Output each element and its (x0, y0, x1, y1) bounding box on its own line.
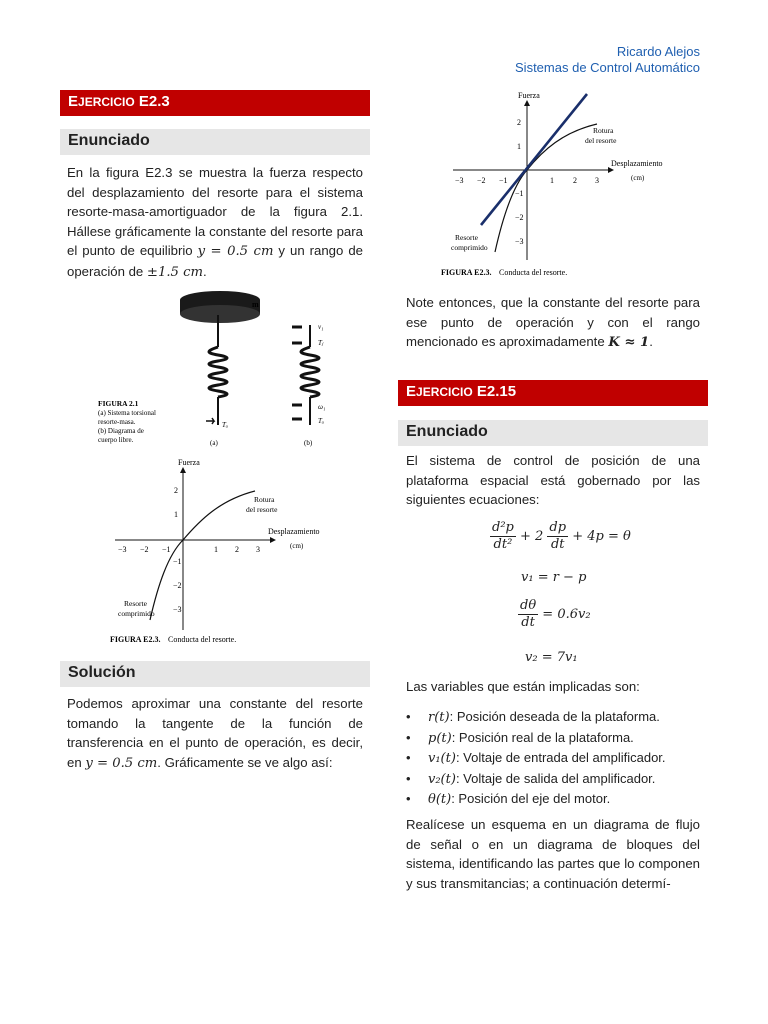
rotura-label-2: del resorte (585, 136, 617, 145)
x-tick: 3 (256, 545, 260, 554)
note-text-a: Note entonces, que la constante del resorte para ese punto de operación y con el rango mencionado es aproximadamente (406, 295, 700, 350)
force-label-1: v₁ (318, 323, 324, 331)
y-tick: 2 (517, 118, 521, 127)
figure-caption-bold: FIGURA E2.3. (441, 268, 492, 277)
x-tick: −3 (455, 176, 464, 185)
variables-list (406, 707, 706, 810)
figure-2-1-caption-title: FIGURA 2.1 (98, 399, 139, 408)
vars-intro: Las variables que están implicadas son: (406, 679, 640, 694)
list-item (406, 769, 706, 790)
equilibrium-point: y = 0.5 cm (197, 244, 274, 260)
exercise-title-number: E2.15 (472, 383, 517, 400)
rotura-label-2: del resorte (246, 505, 278, 514)
x-axis-unit: (cm) (290, 542, 304, 550)
ta-label-a: Tₐ (222, 421, 228, 429)
eq3-den: dt (521, 615, 535, 630)
var-symbol: v₂(t) (428, 771, 456, 787)
y-axis-label: Fuerza (518, 91, 540, 100)
x-tick: −1 (499, 176, 508, 185)
figure-e2-3-tangent (425, 88, 685, 283)
var-desc: : Voltaje de entrada del amplificador. (455, 750, 666, 766)
x-tick: −3 (118, 545, 127, 554)
note-text-b: . (649, 334, 653, 350)
enunciado-paragraph-2: El sistema de control de posición de una plataforma espacial está gobernado por las siguientes ecuaciones: (406, 453, 700, 508)
list-item (406, 748, 706, 769)
list-item (406, 789, 706, 810)
solucion-paragraph (67, 694, 363, 773)
figure-2-1-caption-line: (b) Diagrama de (98, 427, 144, 435)
force-label-4: Tₐ (318, 417, 324, 425)
var-desc: : Voltaje de salida del amplificador. (455, 770, 656, 786)
y-tick: −1 (173, 557, 182, 566)
enunciado-text-c: . (203, 263, 207, 279)
figure-caption-text: Conducta del resorte. (499, 268, 568, 277)
page-header (515, 44, 700, 76)
fig-label-b: (b) (304, 439, 313, 447)
fig-label-a: (a) (210, 439, 218, 447)
solucion-text-b: . Gráficamente se ve algo así: (157, 754, 333, 770)
eq1-plus2: + 2 (515, 529, 548, 544)
mass-label: m (252, 300, 259, 309)
solucion-math: y = 0.5 cm (85, 755, 158, 771)
y-tick: −2 (173, 581, 182, 590)
x-axis-unit: (cm) (631, 174, 645, 182)
eq1-rest: + 4p = θ (568, 529, 631, 544)
exercise-title-number: E2.3 (134, 93, 170, 110)
force-label-3: ω₁ (318, 403, 326, 411)
figure-caption-text: Conducta del resorte. (168, 635, 237, 644)
x-tick: 3 (595, 176, 599, 185)
list-item (406, 728, 706, 749)
figure-2-1-caption-line: (a) Sistema torsional (98, 409, 156, 417)
exercise-e2-3-title (60, 90, 370, 116)
enunciado-text-b: y un rango de operación de (67, 243, 363, 279)
var-symbol: r(t) (428, 710, 450, 725)
enunciado-heading-2: Enunciado (398, 420, 708, 446)
figure-2-1-caption-line: cuerpo libre. (98, 436, 134, 444)
y-axis-label: Fuerza (178, 458, 200, 467)
force-label-2: Tⱼ (318, 339, 324, 347)
x-tick: 1 (214, 545, 218, 554)
closing-paragraph: Realícese un esquema en un diagrama de flujo de señal o en un diagrama de bloques del sistema, identificando las partes que lo componen y sus transmitancias; a continuación determí- (406, 817, 700, 891)
note-math: K ≈ 1 (608, 335, 650, 351)
equation-2: v₁ = r − p (521, 570, 587, 585)
exercise-title-smallcaps: JERCICIO (416, 385, 473, 399)
y-tick: 1 (517, 142, 521, 151)
equation-4: v₂ = 7v₁ (525, 650, 578, 665)
exercise-title-initial: E (68, 93, 79, 110)
var-desc: : Posición real de la plataforma. (451, 729, 634, 745)
y-tick: −3 (173, 605, 182, 614)
enunciado-paragraph-1 (67, 163, 363, 283)
x-tick: −2 (477, 176, 486, 185)
y-tick: 1 (174, 510, 178, 519)
var-symbol: θ(t) (428, 792, 452, 808)
figure-e2-3-original (110, 455, 350, 650)
figure-2-1-caption-line: resorte-masa. (98, 418, 136, 426)
enunciado-text-a: En la figura E2.3 se muestra la fuerza respecto del desplazamiento del resorte para el sistema resorte-masa-amortiguador de la figura 2.1. Hállese gráficamente la constante del resorte para el punto de equilibrio (67, 165, 363, 259)
exercise-title-initial: E (406, 383, 417, 400)
equation-1 (490, 520, 631, 553)
note-paragraph (406, 293, 700, 353)
eq1-term2-den: dt (550, 537, 565, 552)
y-tick: −1 (515, 189, 524, 198)
exercise-title-smallcaps: JERCICIO (78, 95, 135, 109)
y-tick: −2 (515, 213, 524, 222)
x-tick: 1 (550, 176, 554, 185)
rotura-label: Rotura (593, 126, 614, 135)
x-tick: −2 (140, 545, 149, 554)
solucion-text-a: Podemos aproximar una constante del resorte tomando la tangente de la función de transferencia en el punto de operación, es decir, en (67, 696, 363, 770)
author-name: Ricardo Alejos (616, 44, 700, 59)
equation-3 (518, 598, 591, 631)
list-item (406, 707, 706, 728)
eq1-term2-num: dp (549, 520, 567, 535)
eq1-term1-den: dt² (493, 537, 513, 552)
y-tick: −3 (515, 237, 524, 246)
resorte-label-2: comprimido (451, 243, 488, 252)
y-tick: 2 (174, 486, 178, 495)
x-tick: 2 (235, 545, 239, 554)
course-name: Sistemas de Control Automático (515, 60, 700, 75)
eq1-term1-num: d²p (492, 520, 514, 535)
resorte-label: Resorte (124, 599, 147, 608)
var-desc: : Posición deseada de la plataforma. (449, 709, 660, 724)
tangent-line (481, 94, 587, 225)
x-tick: 2 (573, 176, 577, 185)
rotura-label: Rotura (254, 495, 275, 504)
figure-2-1 (90, 285, 370, 455)
var-symbol: v₁(t) (428, 751, 456, 767)
figure-caption-bold: FIGURA E2.3. (110, 635, 161, 644)
exercise-e2-15-title (398, 380, 708, 406)
solucion-heading: Solución (60, 661, 370, 687)
x-tick: −1 (162, 545, 171, 554)
x-axis-label: Desplazamiento (268, 527, 320, 536)
resorte-label-2: comprimido (118, 609, 155, 618)
eq3-rest: = 0.6v₂ (538, 607, 591, 622)
var-desc: : Posición del eje del motor. (451, 791, 611, 807)
operation-range: ±1.5 cm (146, 264, 204, 280)
x-axis-label: Desplazamiento (611, 159, 663, 168)
resorte-label: Resorte (455, 233, 478, 242)
eq3-num: dθ (520, 598, 537, 613)
var-symbol: p(t) (428, 730, 452, 746)
enunciado-heading-1: Enunciado (60, 129, 370, 155)
